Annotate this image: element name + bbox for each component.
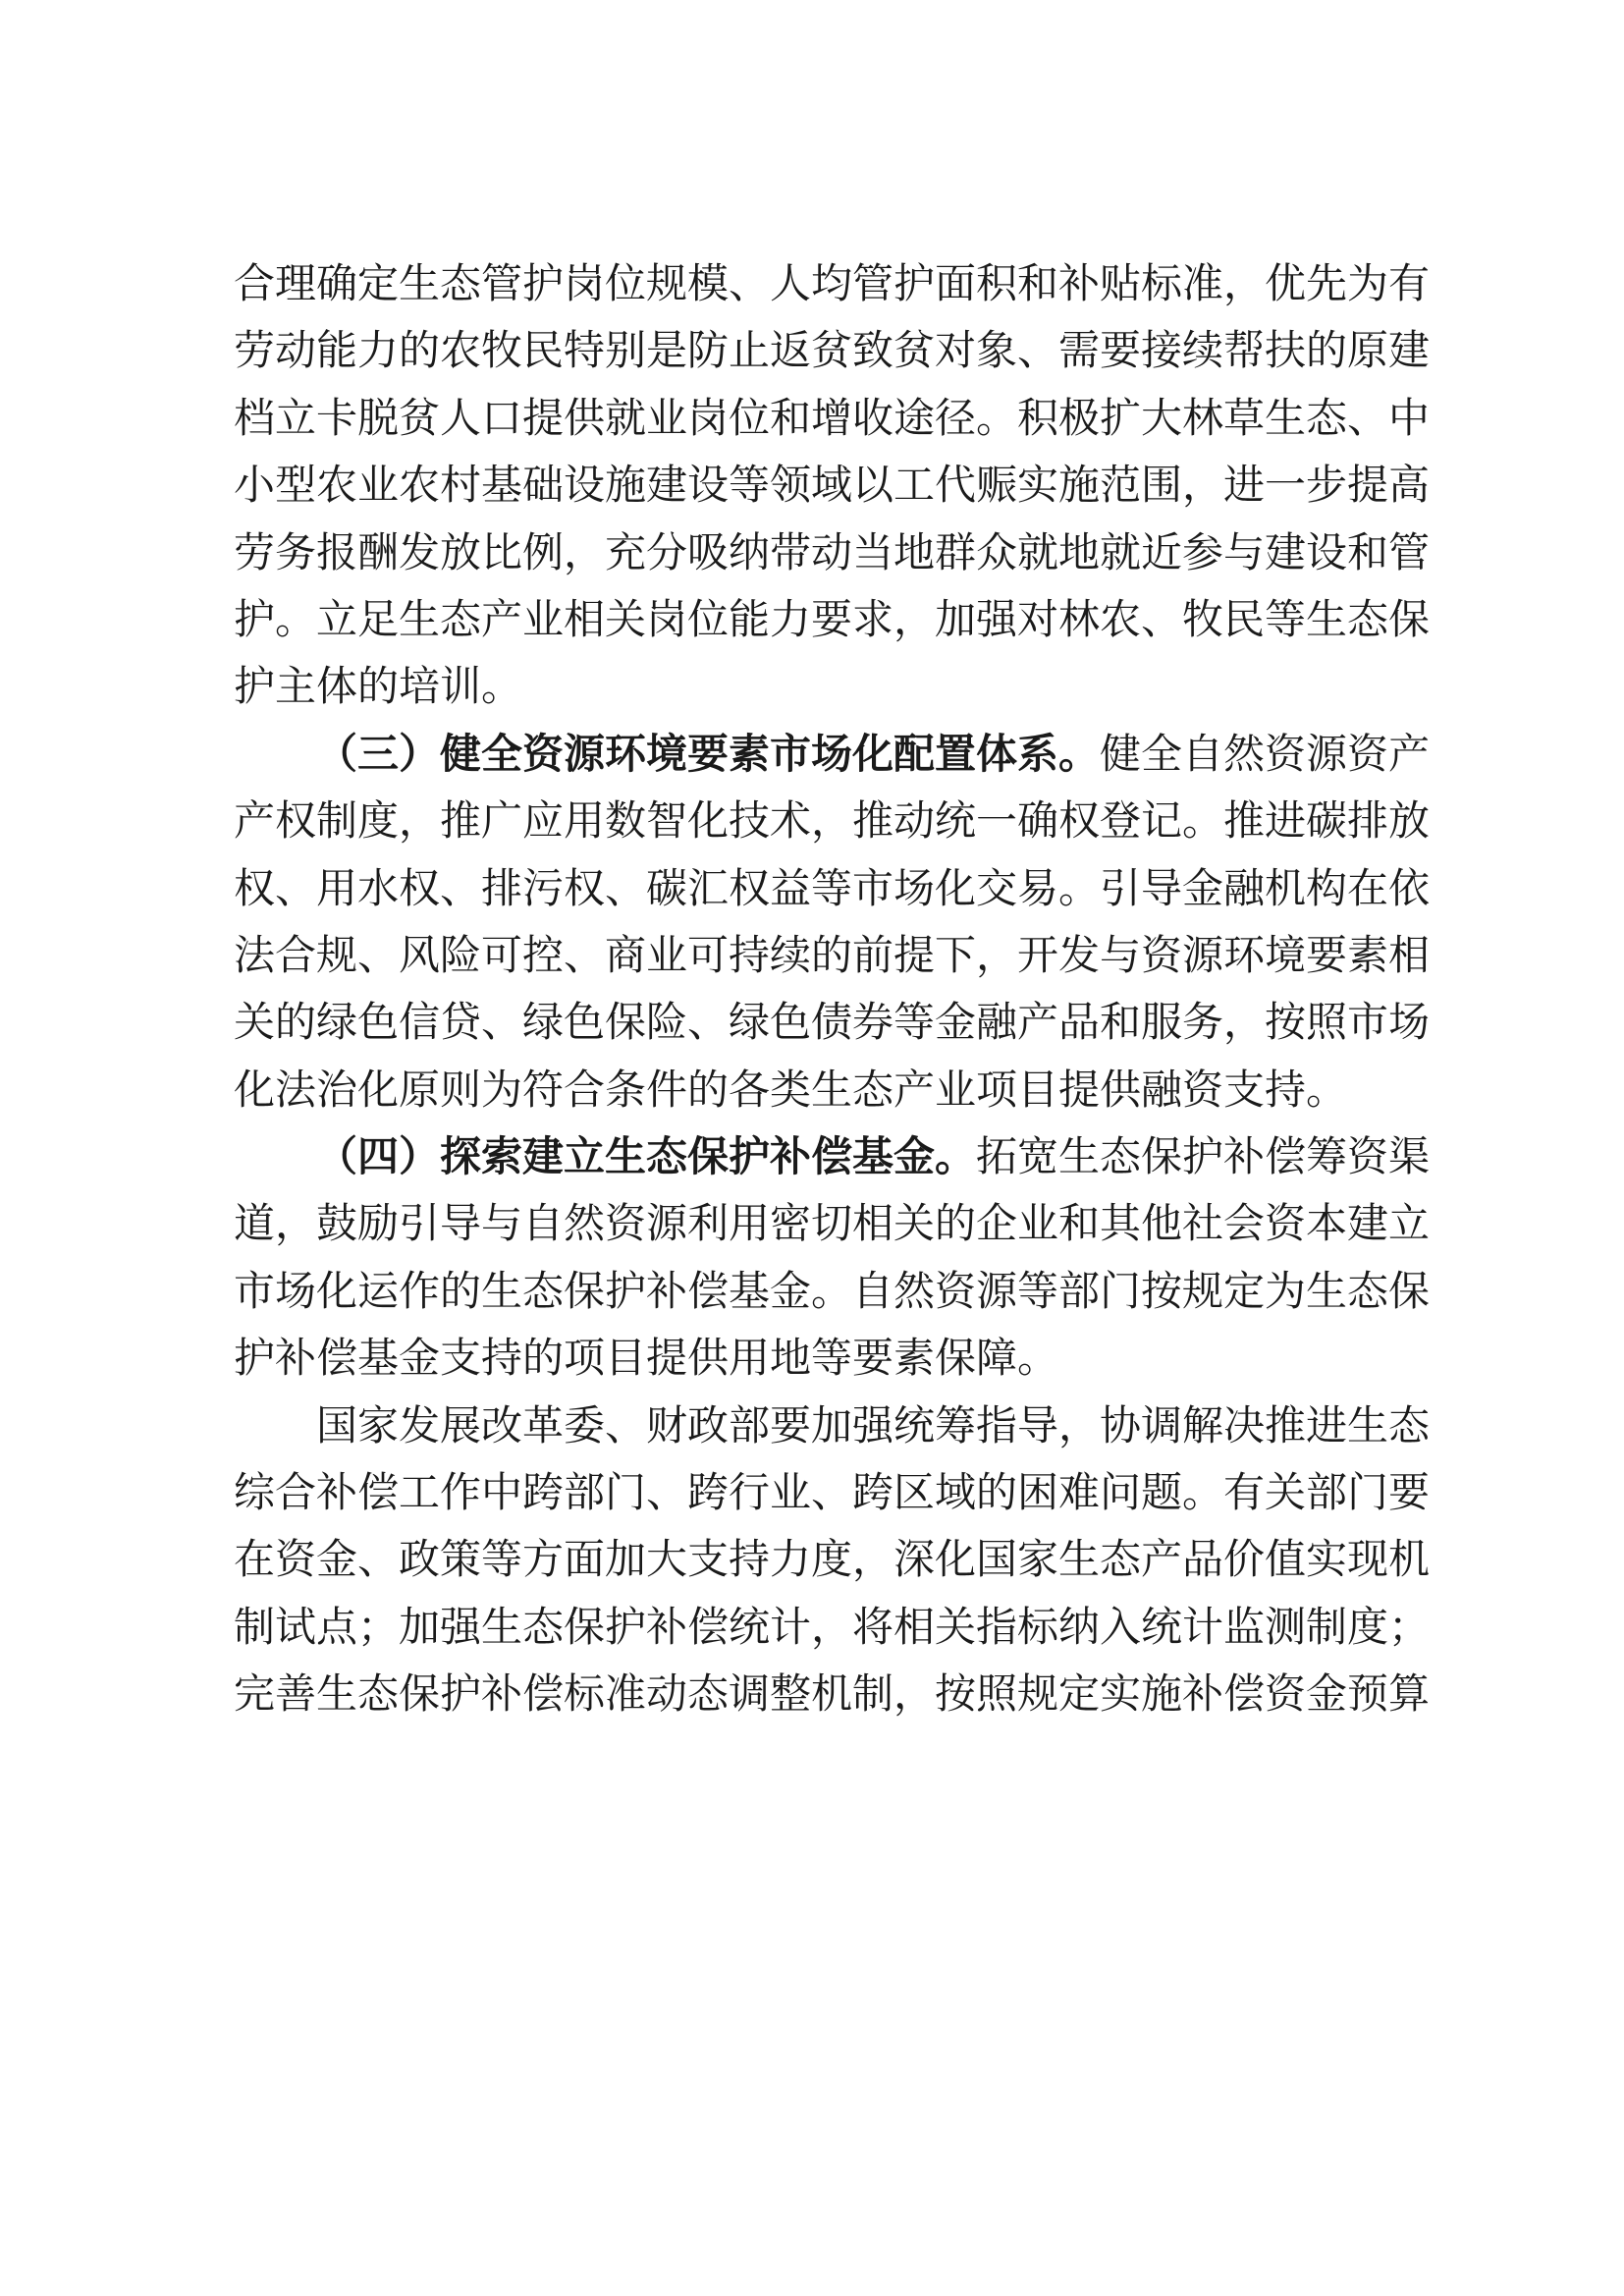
text-run: 拓宽生态保护补偿筹资渠: [976, 1132, 1431, 1181]
text-line: 法合规、风险可控、商业可持续的前提下，开发与资源环境要素相: [234, 930, 1431, 979]
text-line: 市场化运作的生态保护补偿基金。自然资源等部门按规定为生态保: [234, 1266, 1431, 1315]
text-line: 关的绿色信贷、绿色保险、绿色债券等金融产品和服务，按照市场: [234, 998, 1431, 1047]
text-line: 劳动能力的农牧民特别是防止返贫致贫对象、需要接续帮扶的原建: [234, 326, 1431, 375]
paragraph: [234, 1393, 1431, 1728]
text-line: 化法治化原则为符合条件的各类生态产业项目提供融资支持。: [234, 1065, 1348, 1114]
section-heading: （四）探索建立生态保护补偿基金。: [316, 1132, 977, 1181]
section-heading: （三）健全资源环境要素市场化配置体系。: [316, 729, 1101, 778]
text-line: 小型农业农村基础设施建设等领域以工代赈实施范围，进一步提高: [234, 461, 1431, 510]
text-line: 护补偿基金支持的项目提供用地等要素保障。: [234, 1334, 1059, 1383]
text-line: 档立卡脱贫人口提供就业岗位和增收途径。积极扩大林草生态、中: [234, 393, 1431, 442]
paragraph: [234, 721, 1431, 1123]
text-line: 完善生态保护补偿标准动态调整机制，按照规定实施补偿资金预算: [234, 1669, 1431, 1719]
text-line: 制试点；加强生态保护补偿统计，将相关指标纳入统计监测制度；: [234, 1602, 1431, 1651]
text-line: 产权制度，推广应用数智化技术，推动统一确权登记。推进碳排放: [234, 796, 1431, 846]
text-line: 在资金、政策等方面加大支持力度，深化国家生态产品价值实现机: [234, 1535, 1431, 1584]
text-run: 健全自然资源资产: [1100, 729, 1431, 778]
text-line: 合理确定生态管护岗位规模、人均管护面积和补贴标准，优先为有: [234, 259, 1431, 307]
text-line: 权、用水权、排污权、碳汇权益等市场化交易。引导金融机构在依: [234, 863, 1431, 912]
text-line: 国家发展改革委、财政部要加强统筹指导，协调解决推进生态: [316, 1400, 1431, 1449]
text-line: 护主体的培训。: [234, 662, 523, 711]
text-line: 劳务报酬发放比例，充分吸纳带动当地群众就地就近参与建设和管: [234, 527, 1431, 576]
body-text: [234, 250, 1431, 1728]
text-line: [234, 721, 1431, 788]
paragraph: [234, 1123, 1431, 1393]
text-line: 护。立足生态产业相关岗位能力要求，加强对林农、牧民等生态保: [234, 594, 1431, 643]
text-line: [234, 1123, 1431, 1190]
text-line: 综合补偿工作中跨部门、跨行业、跨区域的困难问题。有关部门要: [234, 1468, 1431, 1517]
paragraph: [234, 250, 1431, 721]
text-line: 道，鼓励引导与自然资源利用密切相关的企业和其他社会资本建立: [234, 1199, 1431, 1248]
